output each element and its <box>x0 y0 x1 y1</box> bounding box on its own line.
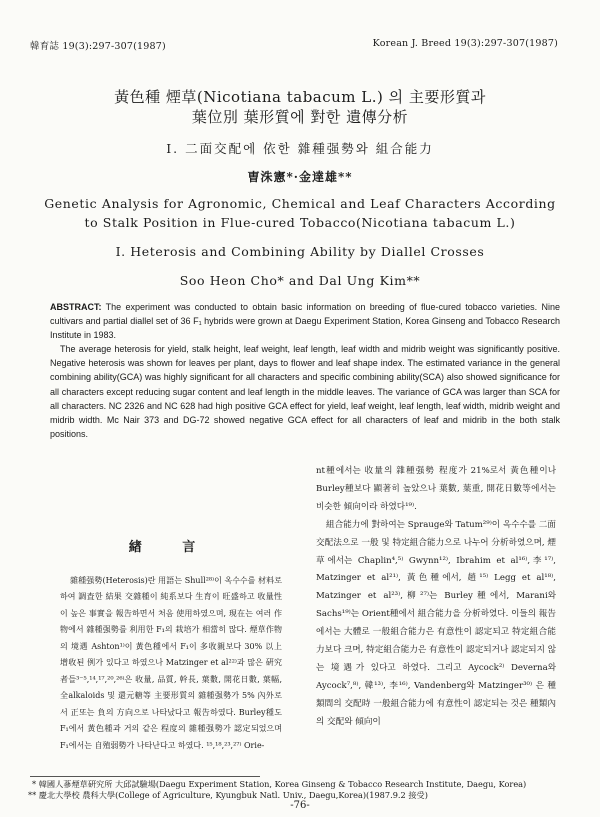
korean-authors: 曺洙憲*·金達雄** <box>247 170 353 184</box>
footnote-divider <box>30 776 260 777</box>
abstract-text-1: The experiment was conducted to obtain basic information on breeding of flue-cured tobacco varieties. Nine cultivars and partial diallel set of 36 F₁ hybrids were grown at Daegu Experiment Station, Korea Ginseng and Tobacco Research Institute in 1983. <box>50 302 560 341</box>
english-authors: Soo Heon Cho* and Dal Ung Kim** <box>179 273 421 288</box>
body-right-column <box>316 463 556 732</box>
section-heading-introduction: 緖 言 <box>128 540 214 555</box>
korean-title-line-1: 黃色種 煙草(Nicotiana tabacum L.) 의 主要形質과 <box>114 88 486 106</box>
journal-header-korean: 韓育誌 19(3):297-307(1987) <box>30 41 166 52</box>
abstract-label: ABSTRACT: <box>50 302 102 312</box>
left-column-paragraph: 雜種强勢(Heterosis)란 用語는 Shull²⁸⁾이 옥수수를 材料로 하여 調査한 結果 交雜種이 純系보다 生育이 旺盛하고 收量性이 높은 事實을 報告하면서 처음 使用하였으며, 現在는 여러 作物에서 雜種强勢를 利用한 F₁의 栽培가 相當히 많다. 煙草作物의 境遇 Ashton¹⁾이 黃色種에서 F₁이 多收親보다 30% 以上 增收된 例가 있다고 하였으나 Matzinger et al²²⁾과 많은 硏究者들³⁻⁵,¹⁴,¹⁷,²⁰,²⁶⁾은 收量, 品質, 幹長, 葉數, 開花日數, 葉幅, 全alkaloids 및 還元糖等 主要形質의 雜種强勢가 5% 內外로서 正또는 負의 方向으로 나타났다고 報告하였다. Burley種도 F₁에서 黃色種과 거의 같은 程度의 雜種强勢가 認定되었으며 F₁에서는 自殖弱勢가 나타난다고 하였다. ¹⁵,¹⁸,²³,²⁷⁾ Orie- <box>60 575 282 751</box>
journal-header-english: Korean J. Breed 19(3):297-307(1987) <box>372 38 558 49</box>
right-column-paragraph-2: 組合能力에 對하여는 Sprauge와 Tatum²⁹⁾이 옥수수를 二面交配法으로 一般 및 特定組合能力으로 나누어 分析하였으며, 煙草에서는 Chaplin⁴,⁵⁾ Gwynn¹²⁾, Ibrahim et al¹⁶⁾,李¹⁷⁾, Matzinger et al²¹⁾, 黃色種에서, 趙¹⁵⁾ Legg et al¹⁸⁾, Matzinger et al²³⁾,柳²⁷⁾는 Burley種에서, Marani와 Sachs¹⁹⁾는 Orient種에서 組合能力을 分析하였다. 이들의 報告에서는 大體로 一般組合能力은 有意性이 認定되고 特定組合能力보다 크며, 特定組合能力은 有意性이 認定되거나 認定되지 않는 境遇가 있다고 하였다. 그리고 Aycock²⁾ Deverna와 Aycock⁷,⁸⁾, 韓¹³⁾, 李¹⁶⁾, Vandenberg와 Matzinger³⁰⁾ 은 種類間의 交配時 一般組合能力에 有意性이 認定되는 것은 種類內의 交配와 傾向이 <box>316 519 556 727</box>
korean-title-line-2: 葉位別 葉形質에 對한 遺傳分析 <box>191 108 409 126</box>
footnote-1: * 韓國人蔘煙草硏究所 大邱試驗場(Daegu Experiment Station, Korea Ginseng & Tobacco Research Institute, Daegu, Korea) <box>32 779 527 789</box>
footnote-2: ** 慶北大學校 農科大學(College of Agriculture, Kyungbuk Natl. Univ., Daegu,Korea)(1987.9.2 接受) <box>28 790 428 800</box>
abstract <box>50 300 560 441</box>
right-column-paragraph-1: nt種에서는 收量의 雜種强勢 程度가 21%로서 黃色種이나 Burley種보다 顯著히 높았으나 葉數, 葉重, 開花日數等에서는 비슷한 傾向이라 하였다¹⁹⁾. <box>316 466 556 512</box>
english-title-line-2: to Stalk Position in Flue-cured Tobacco(Nicotiana tabacum L.) <box>84 215 516 230</box>
abstract-paragraph-1 <box>50 300 560 342</box>
english-title-line-1: Genetic Analysis for Agronomic, Chemical and Leaf Characters According <box>44 196 556 211</box>
abstract-paragraph-2: The average heterosis for yield, stalk height, leaf weight, leaf length, leaf width and midrib weight was significantly positive. Negative heterosis was shown for leaves per plant, days to flower and leaf shape index. The estimated variance in the general combining ability(GCA) was highly significant for all characters and specific combining ability(SCA) also showed significance for all characters except reducing sugar content and leaf length in the middle leaves. The variance of GCA was larger than SCA for all characters. NC 2326 and NC 628 had high positive GCA effect for yield, leaf weight, leaf length, leaf width, midrib weight and midrib width. Mc Nair 373 and DG-72 showed negative GCA effect for all characters of leaf and midrib in the both stalk positions. <box>50 344 560 439</box>
korean-subtitle: Ⅰ. 二面交配에 依한 雜種强勢와 組合能力 <box>166 141 434 156</box>
english-subtitle: Ⅰ. Heterosis and Combining Ability by Diallel Crosses <box>115 244 485 259</box>
body-left-column <box>60 540 282 755</box>
page-number: -76- <box>290 800 310 811</box>
